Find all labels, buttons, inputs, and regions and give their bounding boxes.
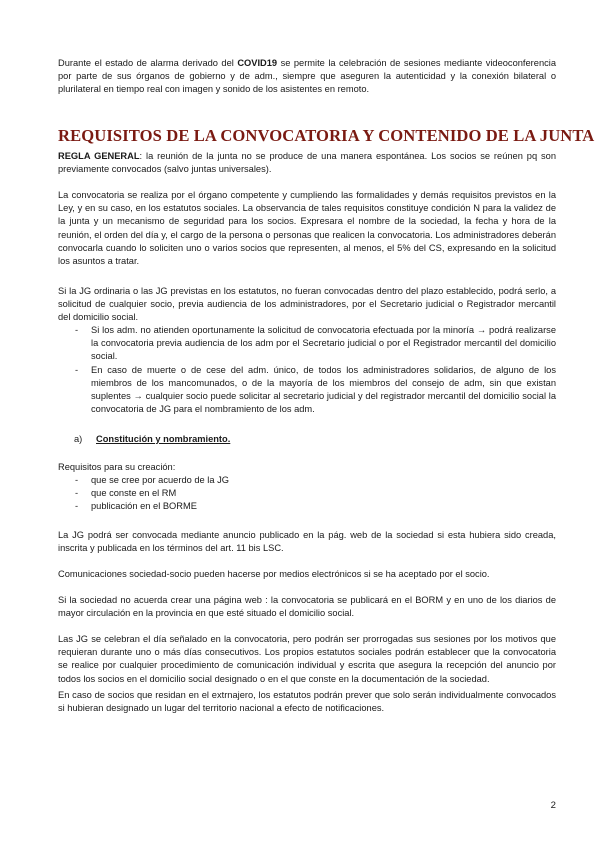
ordinaria-list bbox=[58, 324, 556, 416]
no-web-paragraph: Si la sociedad no acuerda crear una página web : la convocatoria se publicará en el BORM y en uno de los diarios de mayor circulación en la provincia en que esté situado el domicilio social. bbox=[58, 595, 556, 619]
dash-marker: - bbox=[75, 364, 79, 375]
requisitos-intro: Requisitos para su creación: bbox=[58, 462, 176, 472]
intro-text-start: Durante el estado de alarma derivado del bbox=[58, 58, 238, 68]
list-item bbox=[58, 474, 556, 487]
regla-general-text: : la reunión de la junta no se produce de una manera espontánea. Los socios se reúnen pq son previamente convocados (salvo juntas universales). bbox=[58, 151, 556, 175]
celebran-paragraph: Las JG se celebran el día señalado en la convocatoria, pero podrán ser prorrogadas sus sesiones por los motivos que requieran durante uno o más días consecutivos. Los propios estatutos sociales podrán establecer que la convocatoria se realice por cualquier procedimiento de comunicación individual y escrita que asegura la recepción del anuncio por todos los socios en el domicilio social designado o en el que conste en la documentación de la sociedad. bbox=[58, 634, 556, 684]
intro-paragraph bbox=[58, 57, 556, 97]
subsection-heading bbox=[74, 434, 230, 444]
subsection-title: Constitución y nombramiento. bbox=[96, 434, 231, 444]
list-item-text: que conste en el RM bbox=[91, 488, 177, 499]
list-item-text: publicación en el BORME bbox=[91, 501, 197, 512]
extranjero-paragraph: En caso de socios que residan en el extrnajero, los estatutos podrán prever que solo serán individualmente convocados si hubieran designado un lugar del territorio nacional a efecto de notificaciones. bbox=[58, 690, 556, 714]
intro-covid-term: COVID19 bbox=[237, 58, 278, 68]
list-item-text: Si los adm. no atienden oportunamente la solicitud de convocatoria efectuada por la minoría → podrá realizarse la convocatoria previa audiencia de los adm por el Secretario judicial o por el Registrador mercantil del domicilio social. bbox=[91, 325, 556, 362]
dash-marker: - bbox=[75, 325, 79, 335]
comunicaciones-paragraph: Comunicaciones sociedad-socio pueden hacerse por medios electrónicos si se ha aceptado por el socio. bbox=[58, 569, 490, 579]
intro-text-end: se permite la celebración de sesiones mediante videoconferencia por parte de sus órganos de gobierno y de adm., siempre que aseguren la autenticidad y la conexión bilateral o plurilateral en tiempo real con imagen y sonido de los asistentes en remoto. bbox=[58, 58, 556, 95]
anuncio-paragraph: La JG podrá ser convocada mediante anuncio publicado en la pág. web de la sociedad si esta hubiera sido creada, inscrita y publicada en los términos del art. 11 bis LSC. bbox=[58, 530, 556, 554]
ordinaria-paragraph: Si la JG ordinaria o las JG previstas en los estatutos, no fueran convocadas dentro del plazo establecido, podrá serlo, a solicitud de cualquier socio, previa audiencia de los administradores, por el Secretario judicial o Registrador mercantil del domicilio social. bbox=[58, 286, 556, 323]
convocatoria-paragraph: La convocatoria se realiza por el órgano competente y cumpliendo las formalidades y demás requisitos previstos en la Ley, y en su caso, en los estatutos sociales. La observancia de tales requisitos constituye condición N para la validez de la junta y un mecanismo de seguridad para los socios. Expresara el nombre de la sociedad, la fecha y hora de la reunión, el orden del día y, el cargo de la persona o personas que realicen la convocatoria. Los administradores deberán convocarla cuando lo soliciten uno o varios socios que representen, al menos, el 5% del CS, expresando en la solicitud los asuntos a tratar. bbox=[58, 190, 556, 267]
list-item bbox=[58, 500, 556, 513]
list-item-text: que se cree por acuerdo de la JG bbox=[91, 475, 229, 485]
list-item bbox=[58, 487, 556, 500]
dash-marker: - bbox=[75, 488, 79, 499]
list-item bbox=[58, 324, 556, 364]
section-title: REQUISITOS DE LA CONVOCATORIA Y CONTENIDO DE LA JUNTA bbox=[58, 126, 595, 145]
regla-general-paragraph bbox=[58, 150, 556, 176]
list-item bbox=[58, 364, 556, 417]
dash-marker: - bbox=[75, 475, 79, 485]
requisitos-list bbox=[58, 474, 556, 514]
regla-general-label: REGLA GENERAL bbox=[58, 151, 140, 161]
subsection-label: a) bbox=[74, 434, 83, 444]
list-item-text: En caso de muerte o de cese del adm. único, de todos los administradores solidarios, de alguno de los miembros de los mancomunados, o de la mayoría de los miembros del consejo de adm, sin que existan suplentes → cualquier socio puede solicitar al secretario judicial y del registrador mercantil del domicilio social la convocatoria de JG para el nombramiento de los adm. bbox=[91, 364, 556, 415]
page-number: 2 bbox=[550, 800, 556, 811]
dash-marker: - bbox=[75, 501, 79, 512]
